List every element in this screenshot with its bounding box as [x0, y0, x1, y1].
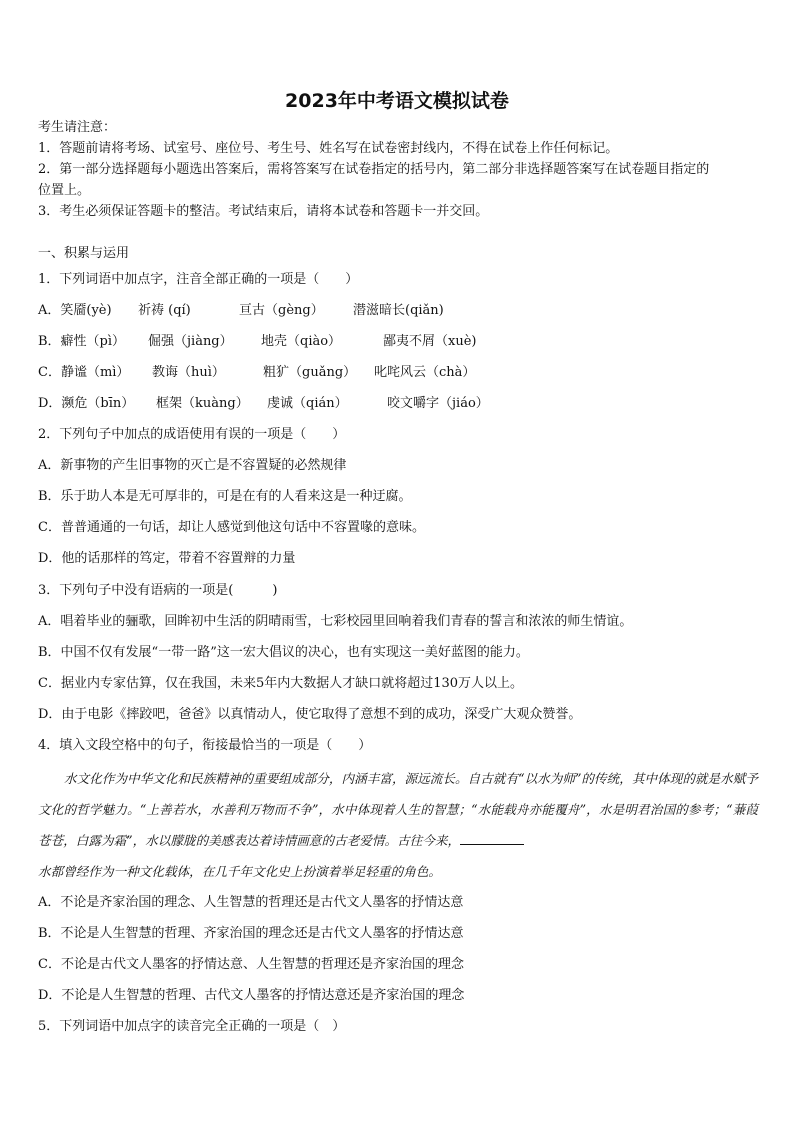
q3-option-c: C．据业内专家估算，仅在我国，未来5年内大数据人才缺口就将超过130万人以上。 [38, 676, 524, 691]
notice-item-1: 1．答题前请将考场、试室号、座位号、考生号、姓名写在试卷密封线内，不得在试卷上作任何标记。 [38, 141, 619, 156]
q2-option-b: B．乐于助人本是无可厚非的，可是在有的人看来这是一种迂腐。 [38, 489, 412, 504]
q4-stem: 4．填入文段空格中的句子，衔接最恰当的一项是（ ） [38, 738, 372, 753]
q2-option-a: A．新事物的产生旧事物的灭亡是不容置疑的必然规律 [38, 458, 347, 473]
notice-item-3: 3．考生必须保证答题卡的整洁。考试结束后，请将本试卷和答题卡一并交回。 [38, 204, 489, 219]
notice-item-2: 2．第一部分选择题每小题选出答案后，需将答案写在试卷指定的括号内，第二部分非选择题答案写在试卷题目指定的 [38, 162, 710, 177]
q4-passage-text: 水文化作为中华文化和民族精神的重要组成部分，内涵丰富，源远流长。自古就有“以水为师”的传统，其中体现的就是水赋予文化的哲学魅力。“上善若水，水善利万物而不争”，水中体现着人生的智慧；“水能载舟亦能覆舟”，水是明君治国的参考；“蒹葭苍苍，白露为霜”，水以朦胧的美感表达着诗情画意的古老爱情。古往今来， [38, 771, 758, 848]
q1-c-word-3: 粗犷（guǎng） [263, 365, 357, 380]
section-heading: 一、积累与运用 [38, 246, 130, 261]
q4-option-b: B．不论是人生智慧的哲理、齐家治国的理念还是古代文人墨客的抒情达意 [38, 926, 464, 941]
q2-option-c: C．普普通通的一句话，却让人感觉到他这句话中不容置喙的意味。 [38, 520, 425, 535]
q1-d-word-3: 虔诚（qián） [267, 396, 348, 411]
q1-c-word-1: C．静谧（mì） [38, 365, 130, 380]
q4-option-d: D．不论是人生智慧的哲理、古代文人墨客的抒情达意还是齐家治国的理念 [38, 988, 465, 1003]
q1-stem: 1．下列词语中加点字，注音全部正确的一项是（ ） [38, 272, 359, 287]
q1-d-word-1: D．濒危（bīn） [38, 396, 135, 411]
q4-option-c: C．不论是古代文人墨客的抒情达意、人生智慧的哲理还是齐家治国的理念 [38, 957, 464, 972]
q1-a-word-4: 潜滋暗长(qiǎn) [353, 303, 444, 318]
q1-c-word-2: 教诲（huì） [152, 365, 225, 380]
q1-a-word-2: 祈祷 (qí) [138, 303, 191, 318]
notice-item-2-cont: 位置上。 [38, 183, 91, 198]
q4-passage-end: 水都曾经作为一种文化载体，在几千年文化史上扮演着举足轻重的角色。 [38, 864, 441, 879]
q1-option-d [38, 395, 489, 413]
q1-a-word-1: A．笑靥(yè) [38, 303, 112, 318]
q1-b-word-4: 鄙夷不屑（xuè) [383, 334, 477, 349]
q2-stem: 2．下列句子中加点的成语使用有误的一项是（ ） [38, 427, 346, 442]
q1-option-b [38, 333, 476, 351]
q2-option-d: D．他的话那样的笃定，带着不容置辩的力量 [38, 551, 296, 566]
q1-option-c [38, 364, 475, 382]
q3-option-a: A．唱着毕业的骊歌，回眸初中生活的阴晴雨雪，七彩校园里回响着我们青春的誓言和浓浓的师生情谊。 [38, 614, 633, 629]
q1-b-word-1: B．癖性（pì） [38, 334, 126, 349]
q5-stem: 5．下列词语中加点字的读音完全正确的一项是（ ） [38, 1019, 346, 1034]
q3-option-d: D．由于电影《摔跤吧，爸爸》以真情动人，使它取得了意想不到的成功，深受广大观众赞誉。 [38, 707, 582, 722]
q4-option-a: A．不论是齐家治国的理念、人生智慧的哲理还是古代文人墨客的抒情达意 [38, 895, 464, 910]
notice-heading: 考生请注意： [38, 120, 117, 135]
q1-d-word-4: 咬文嚼字（jiáo） [387, 396, 489, 411]
exam-title: 2023年中考语文模拟试卷 [285, 90, 509, 112]
q3-stem: 3．下列句子中没有语病的一项是( ) [38, 583, 278, 598]
q1-d-word-2: 框架（kuàng） [156, 396, 249, 411]
q1-option-a [38, 302, 444, 320]
q1-b-word-2: 倔强（jiàng） [148, 334, 233, 349]
q1-b-word-3: 地壳（qiào） [261, 334, 342, 349]
q4-passage [38, 763, 758, 887]
answer-blank [460, 832, 524, 845]
q1-c-word-4: 叱咤风云（chà） [374, 365, 476, 380]
q1-a-word-3: 亘古（gèng） [239, 303, 324, 318]
q3-option-b: B．中国不仅有发展“一带一路”这一宏大倡议的决心，也有实现这一美好蓝图的能力。 [38, 645, 529, 660]
